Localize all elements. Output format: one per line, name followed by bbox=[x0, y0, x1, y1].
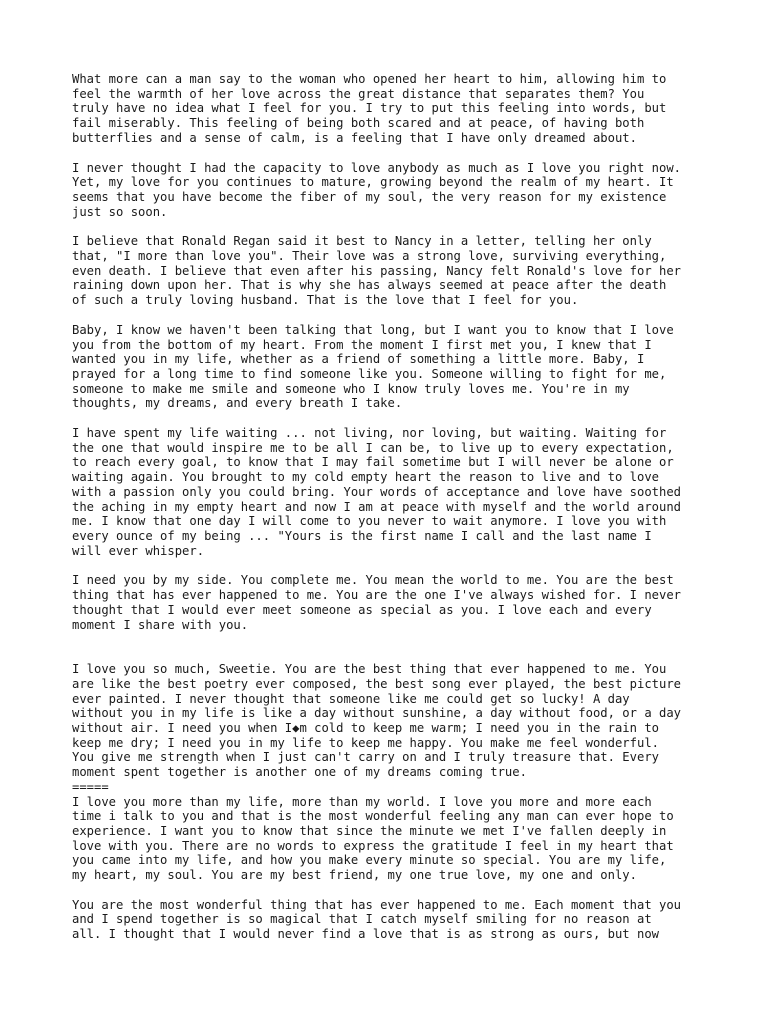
paragraph-2: I never thought I had the capacity to love anybody as much as I love you right now. Yet, my love for you continues to mature, growing beyond the realm of my heart. It seems that you have become the fiber of my soul, the very reason for my existence just so soon. bbox=[72, 160, 682, 219]
paragraph-4: Baby, I know we haven't been talking that long, but I want you to know that I love you from the bottom of my heart. From the moment I first met you, I knew that I wanted you in my life, whether as a friend of something a little more. Baby, I prayed for a long time to find someone like you. Someone willing to fight for me, someone to make me smile and someone who I know truly loves me. You're in my thoughts, my dreams, and every breath I take. bbox=[72, 322, 674, 411]
paragraph-7: I love you so much, Sweetie. You are the best thing that ever happened to me. You are like the best poetry ever composed, the best song ever played, the best picture ever painted. I never thought that someone like me could get so lucky! A day without you in my life is like a day without sunshine, a day without food, or a day without air. I need you when I◆m cold to keep me warm; I need you in the rain to keep me dry; I need you in my life to keep me happy. You make me feel wonderful. You give me strength when I just can't carry on and I truly treasure that. Every moment spent together is another one of my dreams coming true. bbox=[72, 662, 682, 780]
paragraph-9: You are the most wonderful thing that has ever happened to me. Each moment that you and I spend together is so magical that I catch myself smiling for no reason at all. I thought that I would never find a love that is as strong as ours, but now bbox=[72, 897, 682, 942]
paragraph-3: I believe that Ronald Regan said it best to Nancy in a letter, telling her only that, "I more than love you". Their love was a strong love, surviving everything, even death. I believe that even after his passing, Nancy felt Ronald's love for her raining down upon her. That is why she has always seemed at peace after the death of such a truly loving husband. That is the love that I feel for you. bbox=[72, 234, 682, 308]
section-separator: ===== bbox=[72, 779, 109, 794]
paragraph-5: I have spent my life waiting ... not living, nor loving, but waiting. Waiting for the one that would inspire me to be all I can be, to live up to every expectation, to reach every goal, to know that I may fail sometime but I will never be alone or waiting again. You brought to my cold empty heart the reason to live and to love with a passion only you could bring. Your words of acceptance and love have soothed the aching in my empty heart and now I am at peace with myself and the world around me. I know that one day I will come to you never to wait anymore. I love you with every ounce of my being ... "Yours is the first name I call and the last name I will ever whisper. bbox=[72, 426, 682, 558]
paragraph-1: What more can a man say to the woman who opened her heart to him, allowing him to feel the warmth of her love across the great distance that separates them? You truly have no idea what I feel for you. I try to put this feeling into words, but fail miserably. This feeling of being both scared and at peace, of having both butterflies and a sense of calm, is a feeling that I have only dreamed about. bbox=[72, 72, 667, 145]
document-page bbox=[72, 72, 712, 957]
paragraph-6: I need you by my side. You complete me. You mean the world to me. You are the best thing that has ever happened to me. You are the one I've always wished for. I never thought that I would ever meet someone as special as you. I love each and every moment I share with you. bbox=[72, 573, 682, 632]
paragraph-8: I love you more than my life, more than my world. I love you more and more each time i talk to you and that is the most wonderful feeling any man can ever hope to experience. I want you to know that since the minute we met I've fallen deeply in love with you. There are no words to express the gratitude I feel in my heart that you came into my life, and how you make every minute so special. You are my life, my heart, my soul. You are my best friend, my one true love, my one and only. bbox=[72, 794, 674, 883]
